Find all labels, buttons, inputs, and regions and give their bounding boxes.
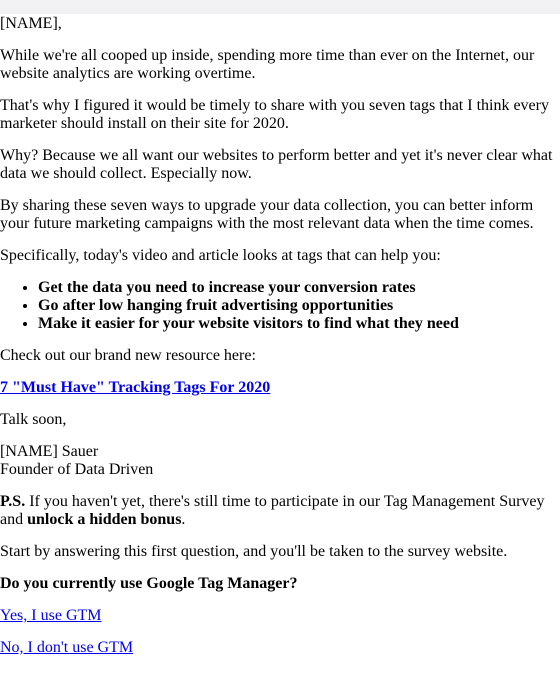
- resource-intro: Check out our brand new resource here:: [0, 347, 256, 364]
- survey-question: Do you currently use Google Tag Manager?: [0, 575, 298, 592]
- list-item: • Make it easier for your website visitors to find what they need: [38, 315, 560, 333]
- ps-label: P.S.: [0, 493, 26, 510]
- benefits-list: [0, 279, 560, 333]
- list-item: • Get the data you need to increase your conversion rates: [38, 279, 560, 297]
- survey-intro: Start by answering this first question, and you'll be taken to the survey website.: [0, 543, 508, 560]
- sign-off: Talk soon,: [0, 411, 67, 428]
- paragraph-sharing: By sharing these seven ways to upgrade your data collection, you can better inform your future marketing campaigns with the most relevant data when the time comes.: [0, 197, 534, 232]
- ps-end: .: [181, 511, 186, 528]
- answer-no-link[interactable]: No, I don't use GTM: [0, 639, 134, 656]
- email-body: [0, 14, 560, 657]
- ps-paragraph: [0, 493, 560, 529]
- ps-bonus: unlock a hidden bonus: [27, 511, 182, 528]
- answer-yes-paragraph: [0, 607, 560, 625]
- paragraph-why: Why? Because we all want our websites to perform better and yet it's never clear what data we should collect. Especially now.: [0, 147, 553, 182]
- resource-link-paragraph: [0, 379, 560, 397]
- signature-name: [NAME] Sauer: [0, 443, 99, 460]
- paragraph-intro: While we're all cooped up inside, spending more time than ever on the Internet, our website analytics are working overtime.: [0, 47, 535, 82]
- answer-no-paragraph: [0, 639, 560, 657]
- resource-link[interactable]: 7 "Must Have" Tracking Tags For 2020: [0, 379, 271, 396]
- paragraph-specifically: Specifically, today's video and article looks at tags that can help you:: [0, 247, 441, 264]
- top-bar: [0, 0, 560, 14]
- signature: [0, 443, 560, 479]
- list-item: • Go after low hanging fruit advertising opportunities: [38, 297, 560, 315]
- answer-yes-link[interactable]: Yes, I use GTM: [0, 607, 102, 624]
- greeting: [NAME],: [0, 15, 62, 32]
- paragraph-timely: That's why I figured it would be timely to share with you seven tags that I think every marketer should install on their site for 2020.: [0, 97, 549, 132]
- signature-title: Founder of Data Driven: [0, 461, 154, 478]
- ps-text: If you haven't yet, there's still time to participate in our Tag Management Survey and: [0, 493, 545, 528]
